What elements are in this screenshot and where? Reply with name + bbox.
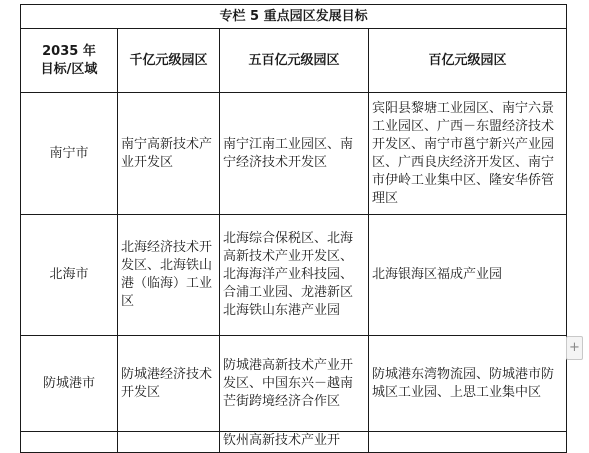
tier-100-cell: 北海银海区福成产业园 — [369, 215, 567, 336]
table-row — [21, 93, 567, 215]
city-cell: 北海市 — [21, 215, 118, 336]
header-region-label: 目标/区域 — [40, 61, 98, 77]
header-tier-100: 百亿元级园区 — [369, 29, 567, 93]
tier-100-cell: 宾阳县黎塘工业园区、南宁六景工业园区、广西－东盟经济技术开发区、南宁市邕宁新兴产业园区、广西良庆经济开发区、南宁市伊岭工业集中区、隆安华侨管理区 — [369, 93, 567, 215]
key-parks-table — [20, 4, 567, 453]
tier-500-cell: 南宁江南工业园区、南宁经济技术开发区 — [220, 93, 369, 215]
table-row-partial — [21, 432, 567, 453]
table-row — [21, 336, 567, 432]
city-cell: 防城港市 — [21, 336, 118, 432]
tier-500-cell: 防城港高新技术产业开发区、中国东兴－越南芒街跨境经济合作区 — [220, 336, 369, 432]
tier-1000-cell: 防城港经济技术开发区 — [118, 336, 220, 432]
table-caption: 专栏 5 重点园区发展目标 — [21, 5, 567, 29]
city-cell — [21, 432, 118, 453]
tier-500-cell — [220, 432, 369, 453]
header-tier-1000: 千亿元级园区 — [118, 29, 220, 93]
tier-100-cell: 防城港东湾物流园、防城港市防城区工业园、上思工业集中区 — [369, 336, 567, 432]
header-target-year: 2035 年 — [42, 43, 96, 59]
header-target-region — [21, 29, 118, 93]
tier-500-cell: 北海综合保税区、北海高新技术产业开发区、北海海洋产业科技园、合浦工业园、龙港新区北海铁山东港产业园 — [220, 215, 369, 336]
header-tier-500: 五百亿元级园区 — [220, 29, 369, 93]
partial-row-text: 钦州高新技术产业开 — [223, 433, 341, 448]
table-row — [21, 215, 567, 336]
tier-1000-cell — [118, 432, 220, 453]
tier-1000-cell: 南宁高新技术产业开发区 — [118, 93, 220, 215]
add-column-handle[interactable]: + — [566, 336, 583, 360]
city-cell: 南宁市 — [21, 93, 118, 215]
tier-100-cell — [369, 432, 567, 453]
tier-1000-cell: 北海经济技术开发区、北海铁山港（临海）工业区 — [118, 215, 220, 336]
table-header-row — [21, 29, 567, 93]
